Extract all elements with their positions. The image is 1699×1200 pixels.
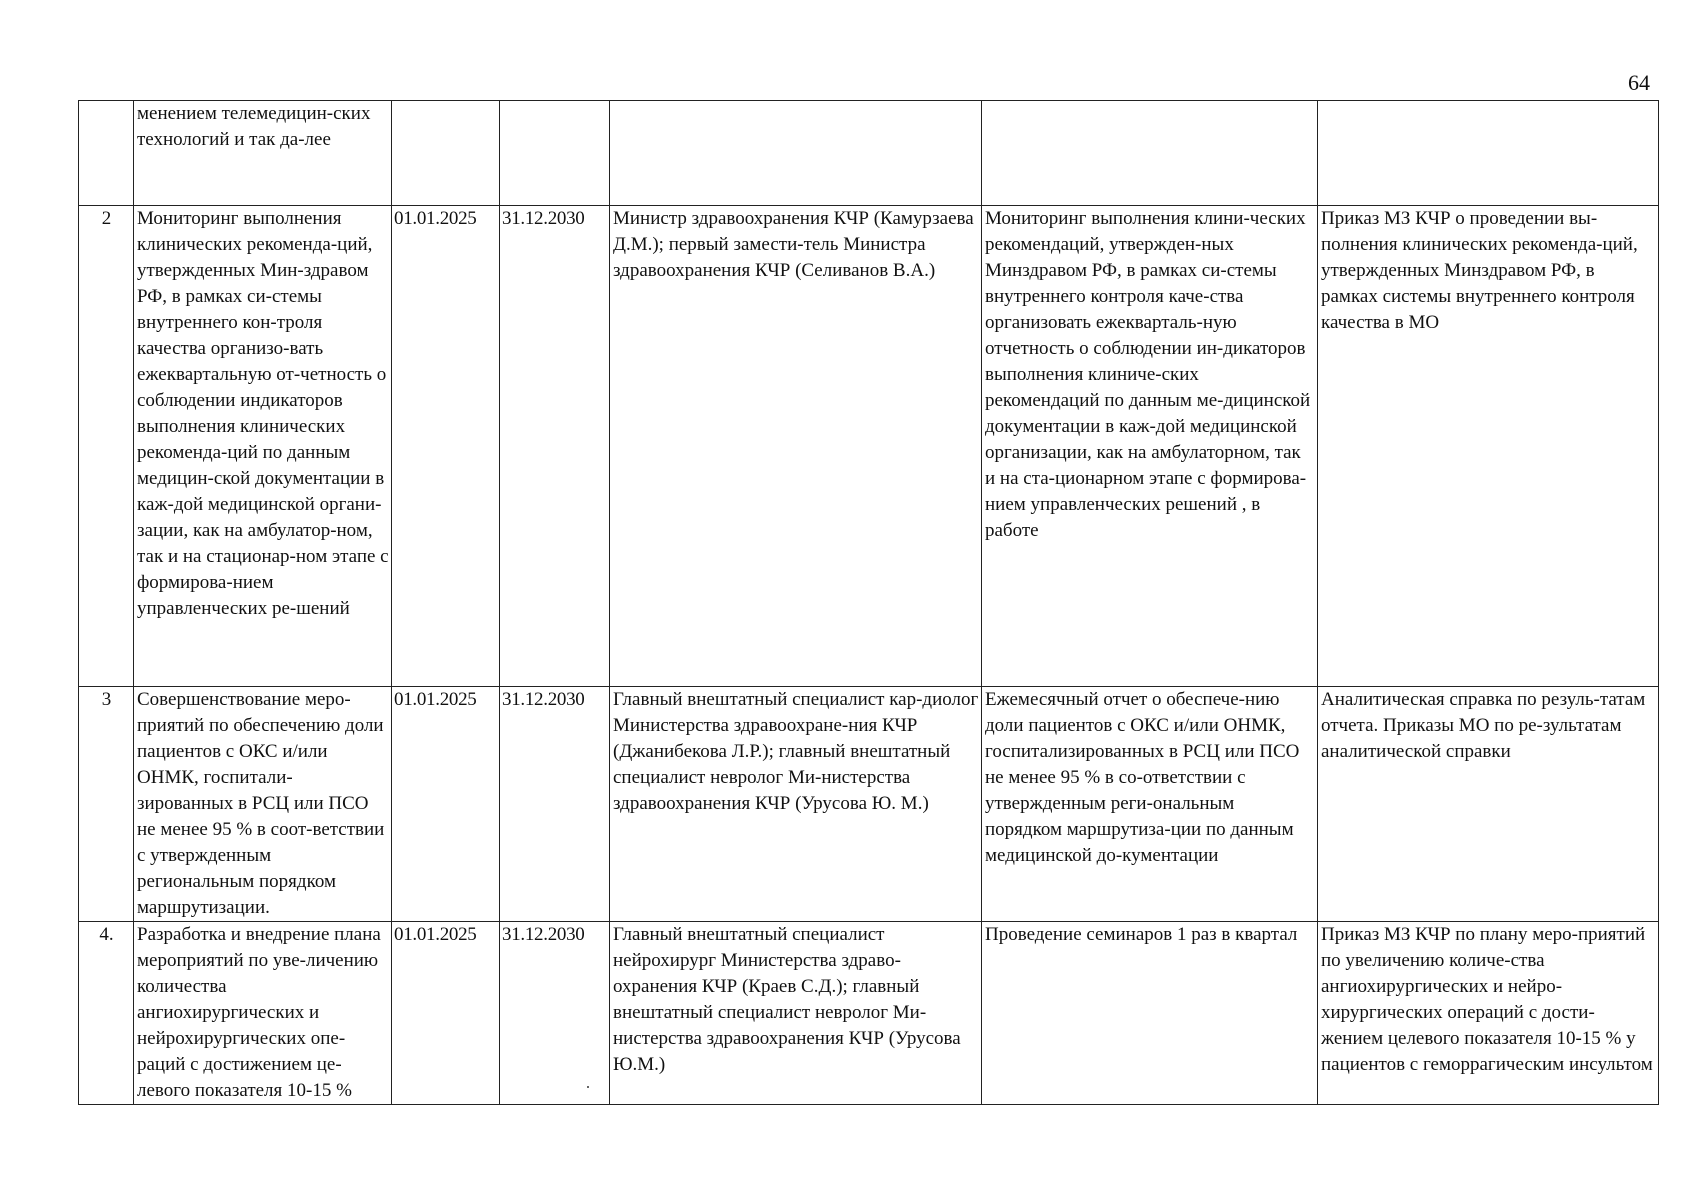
end-date-cell: 31.12.2030 — [500, 922, 610, 1105]
action-plan-table — [78, 100, 1659, 1105]
table-row — [79, 101, 1659, 206]
end-date-cell — [500, 101, 610, 206]
document-cell — [1318, 101, 1659, 206]
row-number: 4. — [79, 922, 134, 1105]
table-row — [79, 922, 1659, 1105]
document-cell: Приказ МЗ КЧР по плану меро-приятий по увеличению количе-ства ангиохирургических и нейро-хирургических операций с дости-жением целевого показателя 10-15 % у пациентов с геморрагическим инсультом — [1318, 922, 1659, 1105]
start-date-cell: 01.01.2025 — [392, 922, 500, 1105]
responsible-cell — [610, 101, 982, 206]
start-date-cell: 01.01.2025 — [392, 687, 500, 922]
activity-cell: менением телемедицин-ских технологий и так да-лее — [134, 101, 392, 206]
responsible-cell: Главный внештатный специалист кар-диолог Министерства здравоохране-ния КЧР (Джанибекова Л.Р.); главный внештатный специалист невролог Ми-нистерства здравоохранения КЧР (Урусова Ю. М.) — [610, 687, 982, 922]
activity-cell: Разработка и внедрение плана мероприятий по уве-личению количества ангиохирургических и нейрохирургических опе-раций с достижением це-левого показателя 10-15 % — [134, 922, 392, 1105]
end-date-cell: 31.12.2030 — [500, 687, 610, 922]
start-date-cell: 01.01.2025 — [392, 206, 500, 687]
row-number — [79, 101, 134, 206]
table-row — [79, 206, 1659, 687]
page-number: 64 — [1628, 70, 1650, 95]
start-date-cell — [392, 101, 500, 206]
result-cell — [982, 101, 1318, 206]
row-number: 3 — [79, 687, 134, 922]
result-cell: Ежемесячный отчет о обеспече-нию доли пациентов с ОКС и/или ОНМК, госпитализированных в РСЦ или ПСО не менее 95 % в со-ответствии с утвержденным реги-ональным порядком маршрутиза-ции по данным медицинской до-кументации — [982, 687, 1318, 922]
row-number: 2 — [79, 206, 134, 687]
result-cell: Проведение семинаров 1 раз в квартал — [982, 922, 1318, 1105]
document-cell: Приказ МЗ КЧР о проведении вы-полнения клинических рекоменда-ций, утвержденных Минздравом РФ, в рамках системы внутреннего контроля качества в МО — [1318, 206, 1659, 687]
end-date-cell: 31.12.2030 — [500, 206, 610, 687]
responsible-cell: Главный внештатный специалист нейрохирург Министерства здраво-охранения КЧР (Краев С.Д.); главный внештатный специалист невролог Ми-нистерства здравоохранения КЧР (Урусова Ю.М.) — [610, 922, 982, 1105]
scan-speck — [587, 1086, 589, 1088]
table-row — [79, 687, 1659, 922]
activity-cell: Совершенствование меро-приятий по обеспечению доли пациентов с ОКС и/или ОНМК, госпитали-зированных в РСЦ или ПСО не менее 95 % в соот-ветствии с утвержденным региональным порядком маршрутизации. — [134, 687, 392, 922]
document-cell: Аналитическая справка по резуль-татам отчета. Приказы МО по ре-зультатам аналитической справки — [1318, 687, 1659, 922]
result-cell: Мониторинг выполнения клини-ческих рекомендаций, утвержден-ных Минздравом РФ, в рамках си-стемы внутреннего контроля каче-ства организовать ежекварталь-ную отчетность о соблюдении ин-дикаторов выполнения клиниче-ских рекомендаций по данным ме-дицинской документации в каж-дой медицинской организации, как на амбулаторном, так и на ста-ционарном этапе с формирова-нием управленческих решений , в работе — [982, 206, 1318, 687]
responsible-cell: Министр здравоохранения КЧР (Камурзаева Д.М.); первый замести-тель Министра здравоохранения КЧР (Селиванов В.А.) — [610, 206, 982, 687]
activity-cell: Мониторинг выполнения клинических рекоменда-ций, утвержденных Мин-здравом РФ, в рамках си-стемы внутреннего кон-троля качества организо-вать ежеквартальную от-четность о соблюдении индикаторов выполнения клинических рекоменда-ций по данным медицин-ской документации в каж-дой медицинской органи-зации, как на амбулатор-ном, так и на стационар-ном этапе с формирова-нием управленческих ре-шений — [134, 206, 392, 687]
